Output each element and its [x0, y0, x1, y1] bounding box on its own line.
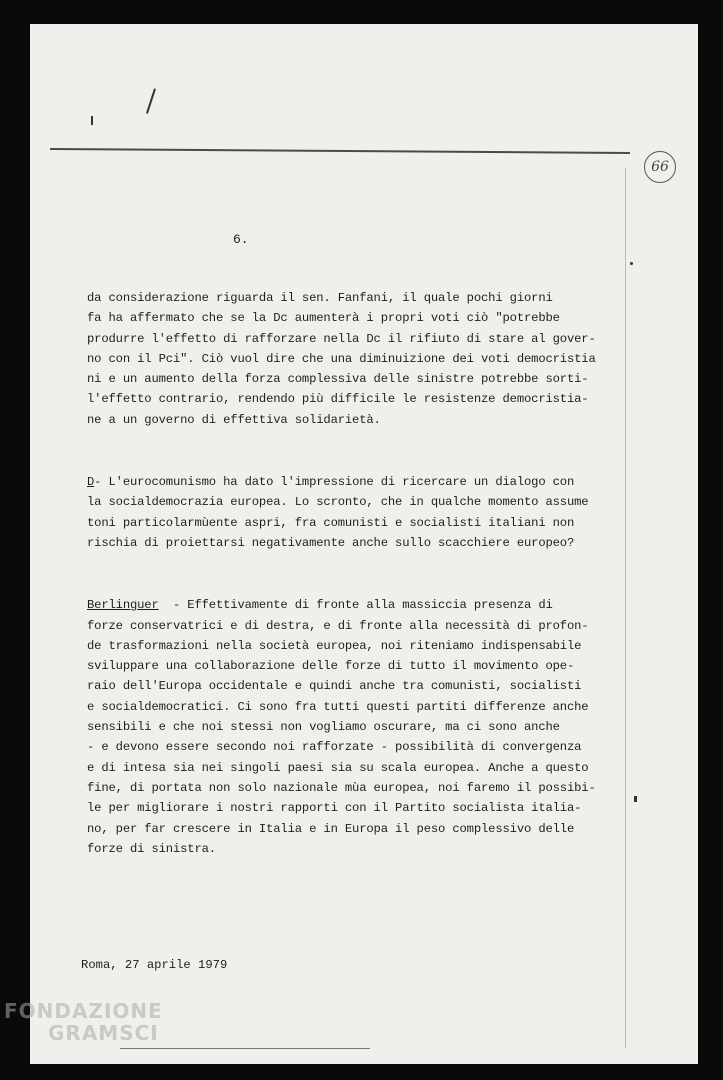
text-line: sviluppare una collaborazione delle forze di tutto il movimento ope- — [87, 659, 575, 674]
text-line: ne a un governo di effettiva solidarietà. — [87, 412, 381, 427]
watermark-line: FONDAZIONE — [4, 999, 163, 1023]
pen-mark — [91, 116, 93, 125]
text-line: forze di sinistra. — [87, 841, 216, 856]
text-line: l'effetto contrario, rendendo più difficile le resistenze democristia- — [87, 392, 589, 407]
page-right-edge — [625, 168, 626, 1048]
text-line: - e devono essere secondo noi rafforzate - possibilità di convergenza — [87, 740, 582, 755]
text-line: de trasformazioni nella società europea, noi riteniamo indispensabile — [87, 638, 582, 653]
page-number: 6. — [233, 232, 249, 247]
paragraph-answer — [87, 595, 607, 859]
text-line-rest: - L'eurocomunismo ha dato l'impressione di ricercare un dialogo con — [94, 475, 575, 490]
punch-dot — [634, 796, 637, 802]
text-line: raio dell'Europa occidentale e quindi anche tra comunisti, socialisti — [87, 679, 582, 694]
text-line: le per migliorare i nostri rapporti con il Partito socialista italia- — [87, 801, 582, 816]
text-line: e di intesa sia nei singoli paesi sia su scala europea. Anche a questo — [87, 760, 589, 775]
text-line: da considerazione riguarda il sen. Fanfani, il quale pochi giorni — [87, 291, 553, 305]
text-line: toni particolarmùente aspri, fra comunisti e socialisti italiani non — [87, 515, 575, 530]
punch-dot — [630, 262, 633, 265]
paragraph-question — [87, 472, 607, 553]
watermark-line: GRAMSCI — [48, 1021, 159, 1045]
text-line: produrre l'effetto di rafforzare nella Dc il rifiuto di stare al gover- — [87, 331, 596, 346]
text-line: no, per far crescere in Italia e in Europa il peso complessivo delle — [87, 821, 575, 836]
text-line: rischia di proiettarsi negativamente anche sullo scacchiere europeo? — [87, 535, 575, 550]
text-line: fine, di portata non solo nazionale mùa europea, noi faremo il possibi- — [87, 780, 596, 795]
bottom-edge-line — [120, 1048, 370, 1049]
text-line: forze conservatrici e di destra, e di fronte alla necessità di profon- — [87, 618, 589, 633]
paragraph-1 — [87, 288, 607, 430]
text-line — [87, 472, 607, 492]
text-line: sensibili e che noi stessi non vogliamo oscurare, ma ci sono anche — [87, 720, 560, 735]
text-line — [87, 595, 607, 615]
speaker-label: Berlinguer — [87, 598, 159, 613]
text-line-rest: - Effettivamente di fronte alla massiccia presenza di — [158, 598, 553, 613]
date-line: Roma, 27 aprile 1979 — [81, 958, 228, 972]
text-line: e socialdemocratici. Ci sono fra tutti questi partiti differenze anche — [87, 699, 589, 714]
archive-number-stamp: 66 — [644, 151, 676, 183]
archive-watermark — [4, 1000, 163, 1044]
text-line: fa ha affermato che se la Dc aumenterà i propri voti ciò "potrebbe — [87, 311, 560, 326]
text-line: la socialdemocrazia europea. Lo scronto, che in qualche momento assume — [87, 495, 589, 510]
speaker-label: D — [87, 475, 95, 490]
text-line: ni e un aumento della forza complessiva delle sinistre potrebbe sorti- — [87, 372, 589, 387]
document-body — [87, 288, 607, 859]
text-line: no con il Pci". Ciò vuol dire che una diminuizione dei voti democristia — [87, 351, 596, 366]
